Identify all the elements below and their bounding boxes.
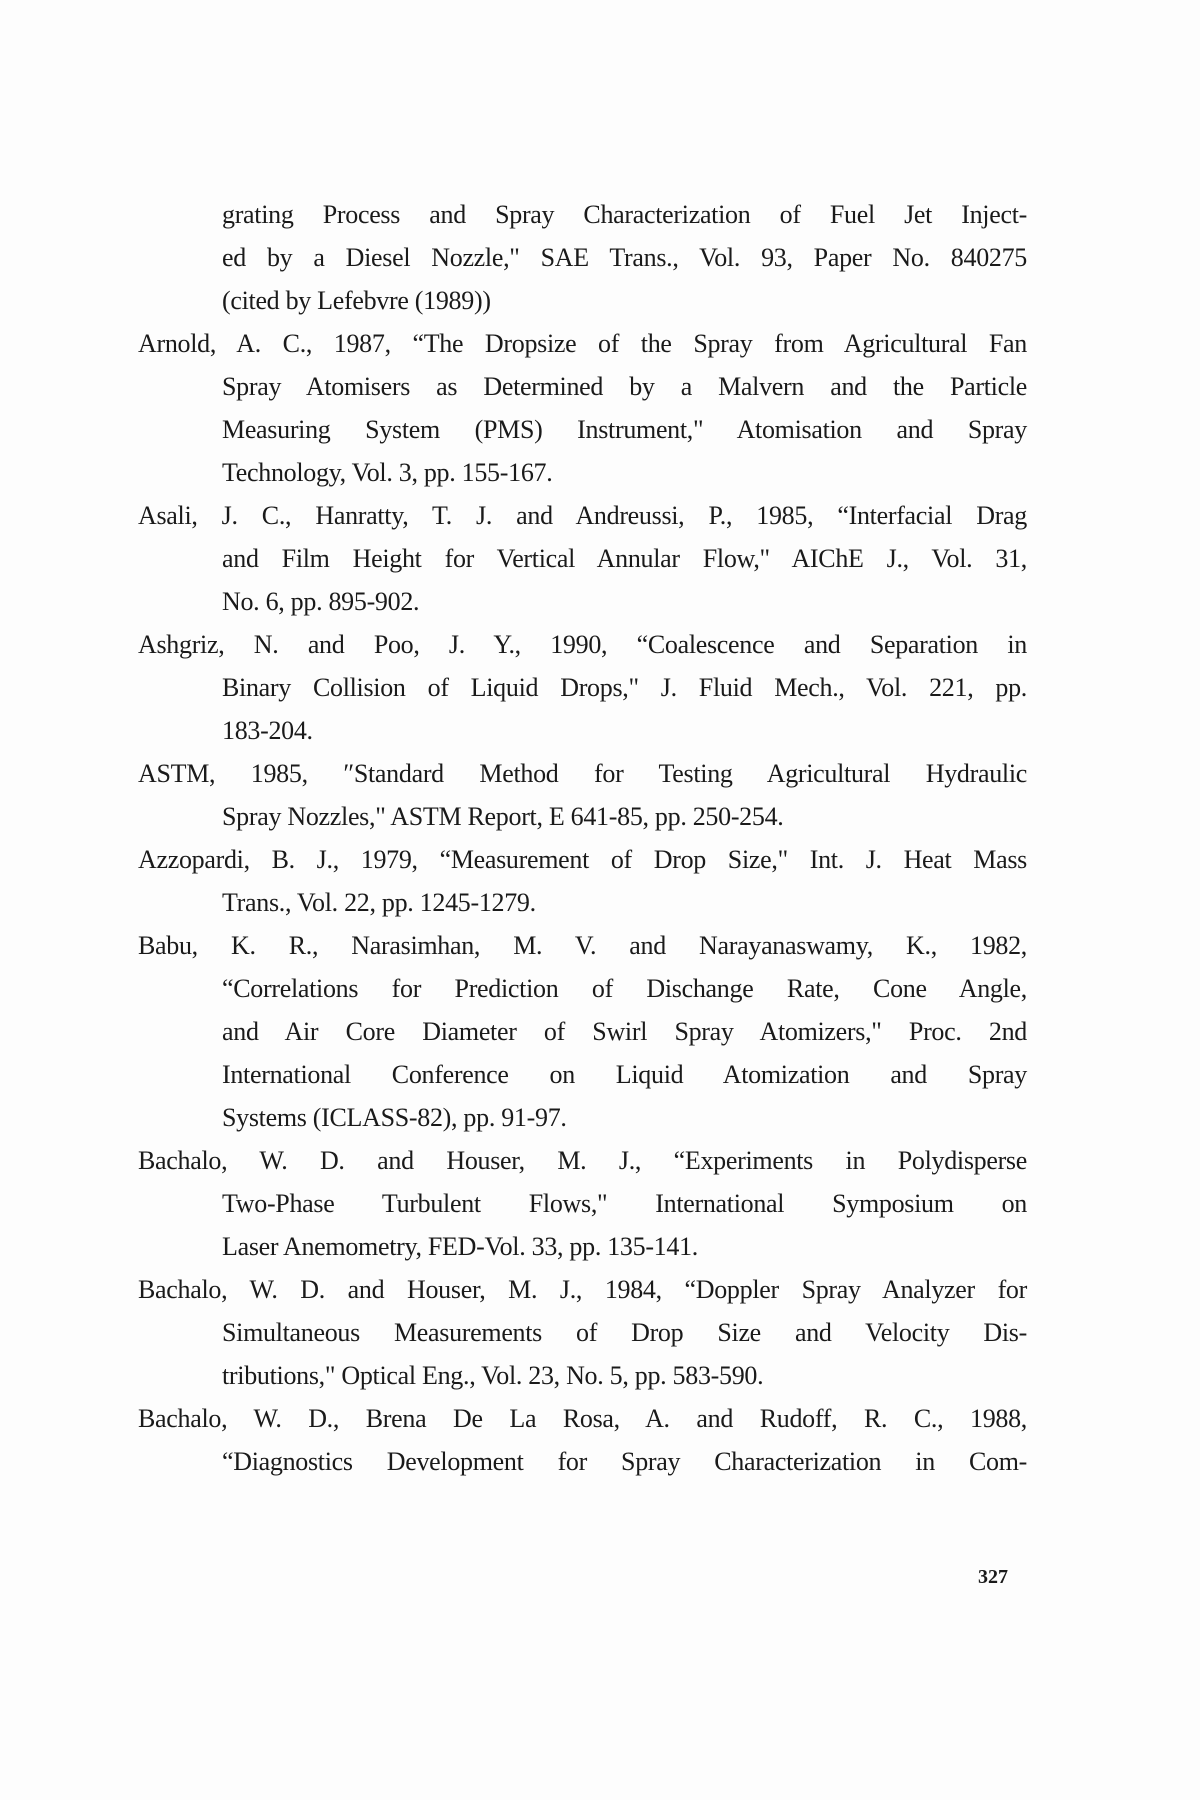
reference-line: and Air Core Diameter of Swirl Spray Atomizers," Proc. 2nd (222, 1017, 1027, 1046)
reference-line: Technology, Vol. 3, pp. 155-167. (222, 458, 553, 487)
page-number: 327 (978, 1566, 1008, 1588)
reference-entry (138, 1139, 1027, 1268)
reference-line: Arnold, A. C., 1987, “The Dropsize of the Spray from Agricultural Fan (138, 329, 1027, 358)
reference-line: ASTM, 1985, ″Standard Method for Testing Agricultural Hydraulic (138, 759, 1027, 788)
reference-line: (cited by Lefebvre (1989)) (222, 286, 491, 315)
reference-entry (138, 838, 1027, 924)
reference-line: Systems (ICLASS-82), pp. 91-97. (222, 1103, 567, 1132)
reference-entry (138, 494, 1027, 623)
reference-entry (138, 623, 1027, 752)
reference-line: International Conference on Liquid Atomization and Spray (222, 1060, 1027, 1089)
reference-line: Two-Phase Turbulent Flows," International Symposium on (222, 1189, 1027, 1218)
reference-line: Ashgriz, N. and Poo, J. Y., 1990, “Coalescence and Separation in (138, 630, 1027, 659)
reference-line: Asali, J. C., Hanratty, T. J. and Andreussi, P., 1985, “Interfacial Drag (138, 501, 1027, 530)
reference-line: and Film Height for Vertical Annular Flow," AIChE J., Vol. 31, (222, 544, 1027, 573)
reference-line: Measuring System (PMS) Instrument," Atomisation and Spray (222, 415, 1027, 444)
reference-entry (138, 322, 1027, 494)
reference-line: Spray Atomisers as Determined by a Malvern and the Particle (222, 372, 1027, 401)
reference-line: Bachalo, W. D. and Houser, M. J., “Experiments in Polydisperse (138, 1146, 1027, 1175)
reference-line: Bachalo, W. D. and Houser, M. J., 1984, “Doppler Spray Analyzer for (138, 1275, 1027, 1304)
reference-line: grating Process and Spray Characterization of Fuel Jet Inject- (222, 200, 1027, 229)
reference-entry (138, 1397, 1027, 1483)
reference-list (138, 193, 1027, 1483)
reference-line: tributions," Optical Eng., Vol. 23, No. 5, pp. 583-590. (222, 1361, 764, 1390)
reference-line: Laser Anemometry, FED-Vol. 33, pp. 135-141. (222, 1232, 698, 1261)
reference-line: Trans., Vol. 22, pp. 1245-1279. (222, 888, 536, 917)
reference-entry (138, 1268, 1027, 1397)
reference-line: Binary Collision of Liquid Drops," J. Fluid Mech., Vol. 221, pp. (222, 673, 1027, 702)
reference-line: No. 6, pp. 895-902. (222, 587, 420, 616)
reference-line: Azzopardi, B. J., 1979, “Measurement of Drop Size," Int. J. Heat Mass (138, 845, 1027, 874)
reference-line: Bachalo, W. D., Brena De La Rosa, A. and Rudoff, R. C., 1988, (138, 1404, 1027, 1433)
reference-line: Spray Nozzles," ASTM Report, E 641-85, pp. 250-254. (222, 802, 784, 831)
reference-line: “Diagnostics Development for Spray Characterization in Com- (222, 1447, 1027, 1476)
reference-entry (138, 924, 1027, 1139)
reference-line: ed by a Diesel Nozzle," SAE Trans., Vol. 93, Paper No. 840275 (222, 243, 1027, 272)
reference-line: “Correlations for Prediction of Dischange Rate, Cone Angle, (222, 974, 1027, 1003)
reference-line: Babu, K. R., Narasimhan, M. V. and Narayanaswamy, K., 1982, (138, 931, 1027, 960)
reference-entry (138, 193, 1027, 322)
reference-line: Simultaneous Measurements of Drop Size and Velocity Dis- (222, 1318, 1027, 1347)
reference-entry (138, 752, 1027, 838)
reference-line: 183-204. (222, 716, 313, 745)
